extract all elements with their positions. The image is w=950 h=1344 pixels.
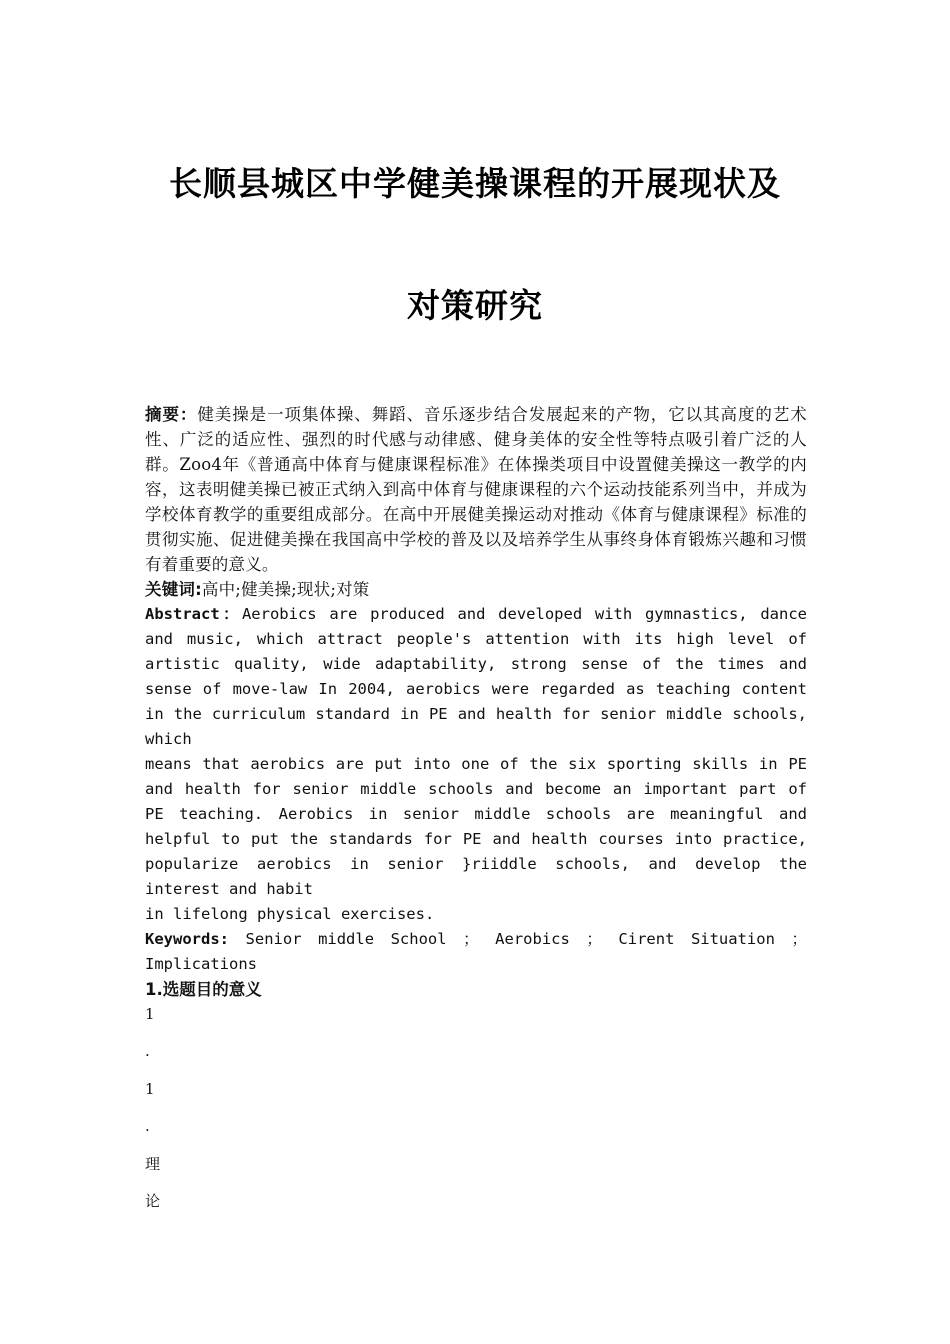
keywords-chinese-text: 高中;健美操;现状;对策: [201, 580, 370, 599]
keywords-english-label: Keywords:: [145, 930, 229, 948]
keyword-item: middle: [318, 930, 375, 948]
document-title-line-1: 长顺县城区中学健美操课程的开展现状及: [169, 164, 781, 203]
keyword-item: Aerobics: [495, 930, 570, 948]
vertical-text-char: 1: [145, 1080, 155, 1098]
vertical-text-char: .: [145, 1117, 150, 1135]
abstract-english: [145, 602, 807, 752]
keywords-chinese: [145, 577, 807, 602]
keywords-english: [145, 927, 807, 952]
keyword-item: Senior: [245, 930, 302, 948]
vertical-text-char: 1: [145, 1005, 155, 1023]
abstract-chinese-label: 摘要：: [145, 405, 198, 424]
keyword-separator: ；: [586, 930, 602, 948]
abstract-english-continued: means that aerobics are put into one of the six sporting skills in PE and health for senior middle schools and become an important part of PE teaching. Aerobics in senior middle schools are meaningful and helpful to put the standards for PE and health courses into practice, popularize aerobics in senior }riiddle schools, and develop the interest and habit: [145, 755, 807, 898]
keywords-chinese-label: 关键词:: [145, 580, 202, 599]
vertical-text-char: 论: [145, 1192, 161, 1210]
document-title-line-2: 对策研究: [407, 286, 543, 325]
keyword-item: Situation: [690, 930, 775, 948]
keywords-english-last: Implications: [145, 955, 257, 973]
keyword-separator: ；: [791, 930, 807, 948]
abstract-english-end: in lifelong physical exercises.: [145, 905, 435, 923]
vertical-text-char: .: [145, 1042, 150, 1060]
vertical-text-char: 理: [145, 1155, 161, 1173]
abstract-english-label: Abstract：: [145, 605, 242, 623]
section-heading: 1.选题目的意义: [145, 980, 262, 999]
keyword-item: Cirent: [618, 930, 675, 948]
abstract-english-part-1: Aerobics are produced and developed with gymnastics, dance and music, which attract people's attention with its high level of artistic quality, wide adaptability, strong sense of the times and sense of move-law In 2004, aerobics were regarded as teaching content in the curriculum standard in PE and health for senior middle schools, which: [145, 605, 807, 748]
abstract-chinese: [145, 402, 807, 577]
keyword-separator: ；: [463, 930, 479, 948]
keyword-item: School: [390, 930, 447, 948]
abstract-chinese-text: 健美操是一项集体操、舞蹈、音乐逐步结合发展起来的产物，它以其高度的艺术性、广泛的适应性、强烈的时代感与动律感、健身美体的安全性等特点吸引着广泛的人群。Zoo4年《普通高中体育与健康课程标准》在体操类项目中设置健美操这一教学的内容，这表明健美操已被正式纳入到高中体育与健康课程的六个运动技能系列当中，并成为学校体育教学的重要组成部分。在高中开展健美操运动对推动《体育与健康课程》标准的贯彻实施、促进健美操在我国高中学校的普及以及培养学生从事终身体育锻炼兴趣和习惯有着重要的意义。: [145, 405, 807, 574]
document-body: [145, 402, 807, 1002]
